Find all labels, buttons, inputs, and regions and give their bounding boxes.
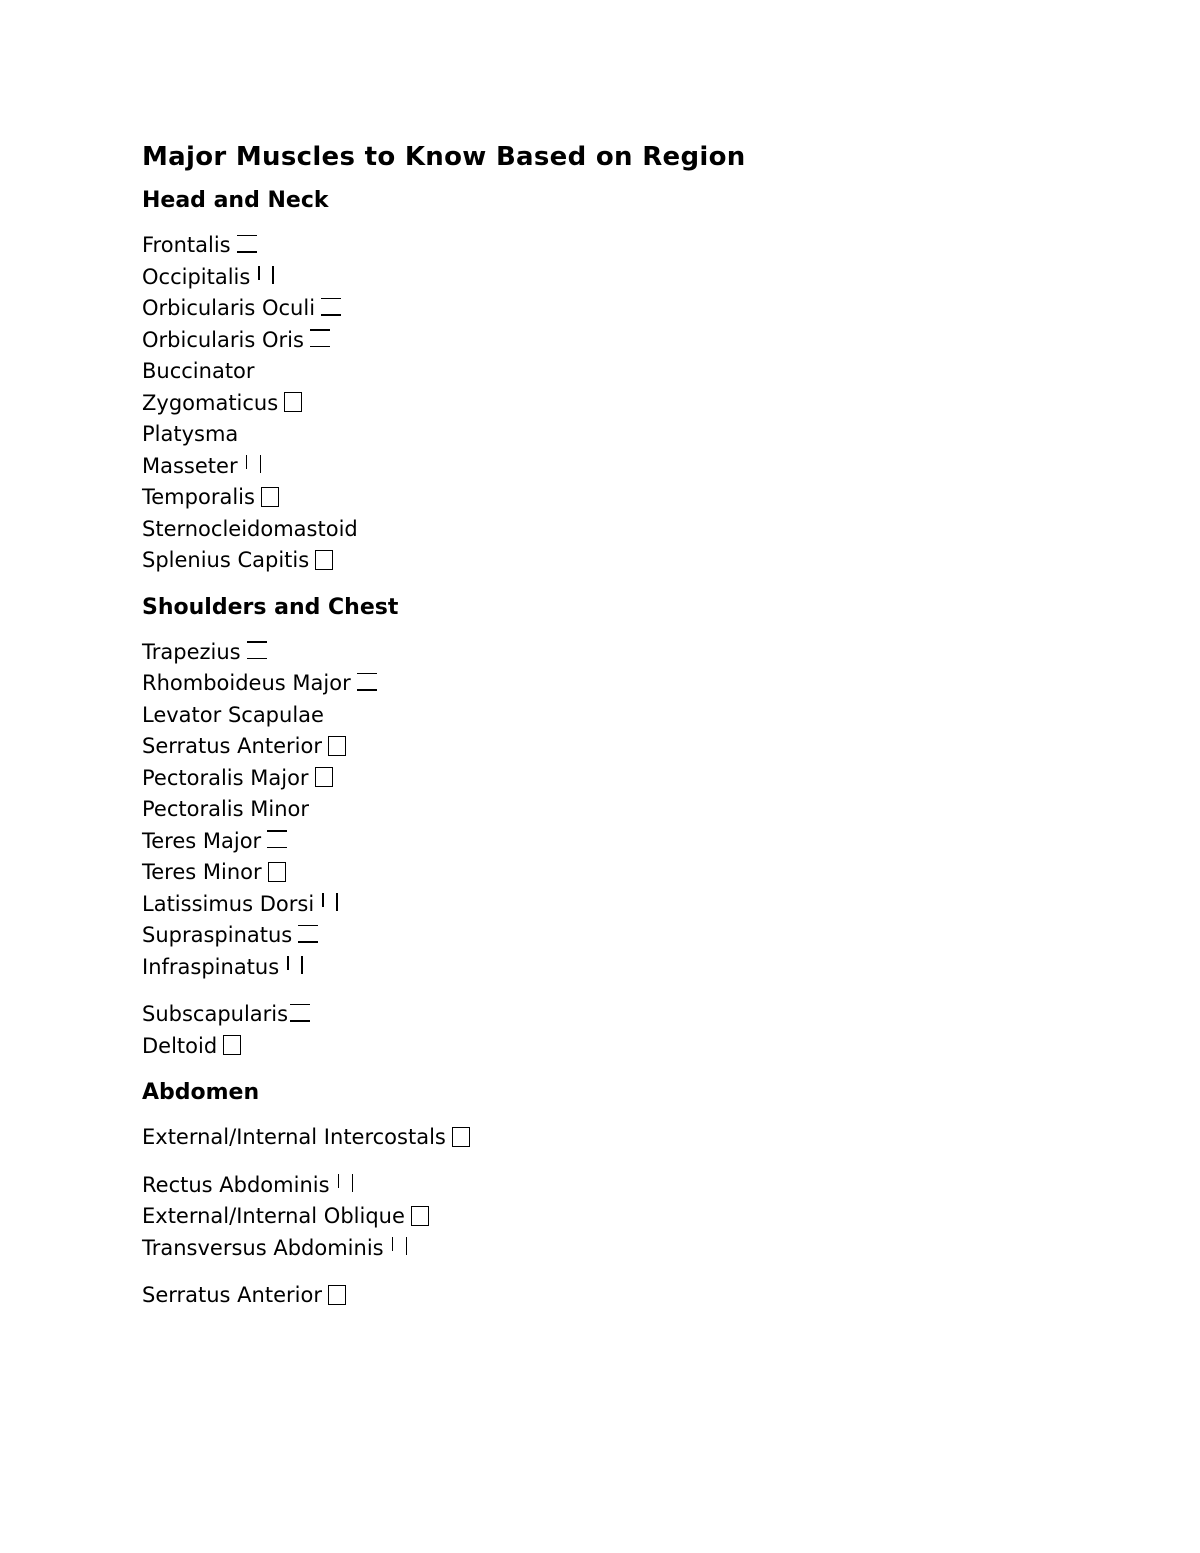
list-item	[142, 999, 1042, 1031]
document-page	[142, 138, 1042, 1328]
placeholder-glyph-icon	[244, 455, 264, 475]
list-item	[142, 482, 1042, 514]
muscle-label: External/Internal Intercostals	[142, 1125, 446, 1149]
muscle-list	[142, 1122, 1042, 1312]
muscle-label: Splenius Capitis	[142, 548, 310, 572]
placeholder-glyph-icon	[285, 956, 305, 976]
list-item	[142, 794, 1042, 826]
placeholder-glyph-icon	[328, 1285, 346, 1305]
muscle-label: Buccinator	[142, 359, 255, 383]
placeholder-glyph-icon	[315, 550, 333, 570]
list-item	[142, 545, 1042, 577]
muscle-label: Supraspinatus	[142, 923, 293, 947]
list-item	[142, 419, 1042, 451]
placeholder-glyph-icon	[328, 736, 346, 756]
muscle-label: Rectus Abdominis	[142, 1172, 330, 1197]
muscle-label: Zygomaticus	[142, 390, 279, 415]
muscle-label: Frontalis	[142, 233, 231, 257]
placeholder-glyph-icon	[336, 1174, 356, 1194]
list-item	[142, 293, 1042, 325]
muscle-label: Temporalis	[142, 485, 255, 509]
placeholder-glyph-icon	[256, 266, 276, 286]
list-item	[142, 637, 1042, 669]
section-heading: Abdomen	[142, 1080, 260, 1105]
placeholder-glyph-icon	[290, 1002, 310, 1024]
muscle-label: Trapezius	[142, 639, 241, 664]
placeholder-glyph-icon	[223, 1035, 241, 1055]
section-head-and-neck	[142, 186, 1042, 577]
list-item	[142, 1031, 1042, 1063]
muscle-label: Occipitalis	[142, 264, 251, 289]
list-item	[142, 952, 1042, 984]
placeholder-glyph-icon	[268, 862, 286, 882]
placeholder-glyph-icon	[267, 828, 287, 850]
muscle-label: Platysma	[142, 422, 239, 446]
muscle-label: Serratus Anterior	[142, 734, 322, 758]
muscle-label: Pectoralis Major	[142, 765, 309, 790]
muscle-label: Transversus Abdominis	[142, 1235, 384, 1260]
muscle-label: Deltoid	[142, 1033, 218, 1058]
section-abdomen	[142, 1078, 1042, 1312]
muscle-label: Pectoralis Minor	[142, 797, 309, 821]
muscle-label: Orbicularis Oculi	[142, 296, 316, 320]
list-item	[142, 826, 1042, 858]
placeholder-glyph-icon	[298, 923, 318, 945]
document-title: Major Muscles to Know Based on Region	[142, 142, 746, 172]
muscle-label: Infraspinatus	[142, 954, 280, 979]
muscle-label: Teres Minor	[142, 860, 262, 884]
list-item	[142, 700, 1042, 732]
list-item	[142, 1170, 1042, 1202]
muscle-label: Subscapularis	[142, 1002, 289, 1026]
list-item	[142, 1233, 1042, 1265]
muscle-label: Orbicularis Oris	[142, 327, 304, 352]
muscle-label: External/Internal Oblique	[142, 1204, 405, 1228]
placeholder-glyph-icon	[310, 327, 330, 349]
list-item	[142, 1201, 1042, 1233]
placeholder-glyph-icon	[320, 893, 340, 913]
placeholder-glyph-icon	[411, 1206, 429, 1226]
section-heading: Shoulders and Chest	[142, 594, 399, 620]
placeholder-glyph-icon	[452, 1127, 470, 1147]
placeholder-glyph-icon	[390, 1237, 410, 1257]
list-item	[142, 731, 1042, 763]
list-item	[142, 668, 1042, 700]
muscle-label: Latissimus Dorsi	[142, 891, 315, 916]
muscle-label: Rhomboideus Major	[142, 671, 351, 695]
muscle-label: Teres Major	[142, 828, 262, 853]
list-item	[142, 763, 1042, 795]
section-shoulders-and-chest	[142, 593, 1042, 1063]
list-item	[142, 325, 1042, 357]
muscle-label: Sternocleidomastoid	[142, 516, 358, 541]
list-item	[142, 1280, 1042, 1312]
placeholder-glyph-icon	[315, 767, 333, 787]
placeholder-glyph-icon	[357, 671, 377, 693]
muscle-label: Masseter	[142, 453, 238, 478]
muscle-list	[142, 230, 1042, 577]
list-item	[142, 920, 1042, 952]
placeholder-glyph-icon	[284, 392, 302, 412]
muscle-label: Serratus Anterior	[142, 1283, 322, 1307]
list-item	[142, 857, 1042, 889]
list-item	[142, 514, 1042, 546]
placeholder-glyph-icon	[247, 639, 267, 661]
list-item	[142, 356, 1042, 388]
list-item	[142, 451, 1042, 483]
list-item	[142, 889, 1042, 921]
muscle-list	[142, 637, 1042, 1063]
list-item	[142, 262, 1042, 294]
placeholder-glyph-icon	[237, 233, 257, 255]
list-item	[142, 388, 1042, 420]
placeholder-glyph-icon	[261, 487, 279, 507]
muscle-label: Levator Scapulae	[142, 702, 324, 727]
list-item	[142, 1122, 1042, 1154]
list-item	[142, 230, 1042, 262]
placeholder-glyph-icon	[321, 296, 341, 318]
section-heading: Head and Neck	[142, 188, 329, 213]
